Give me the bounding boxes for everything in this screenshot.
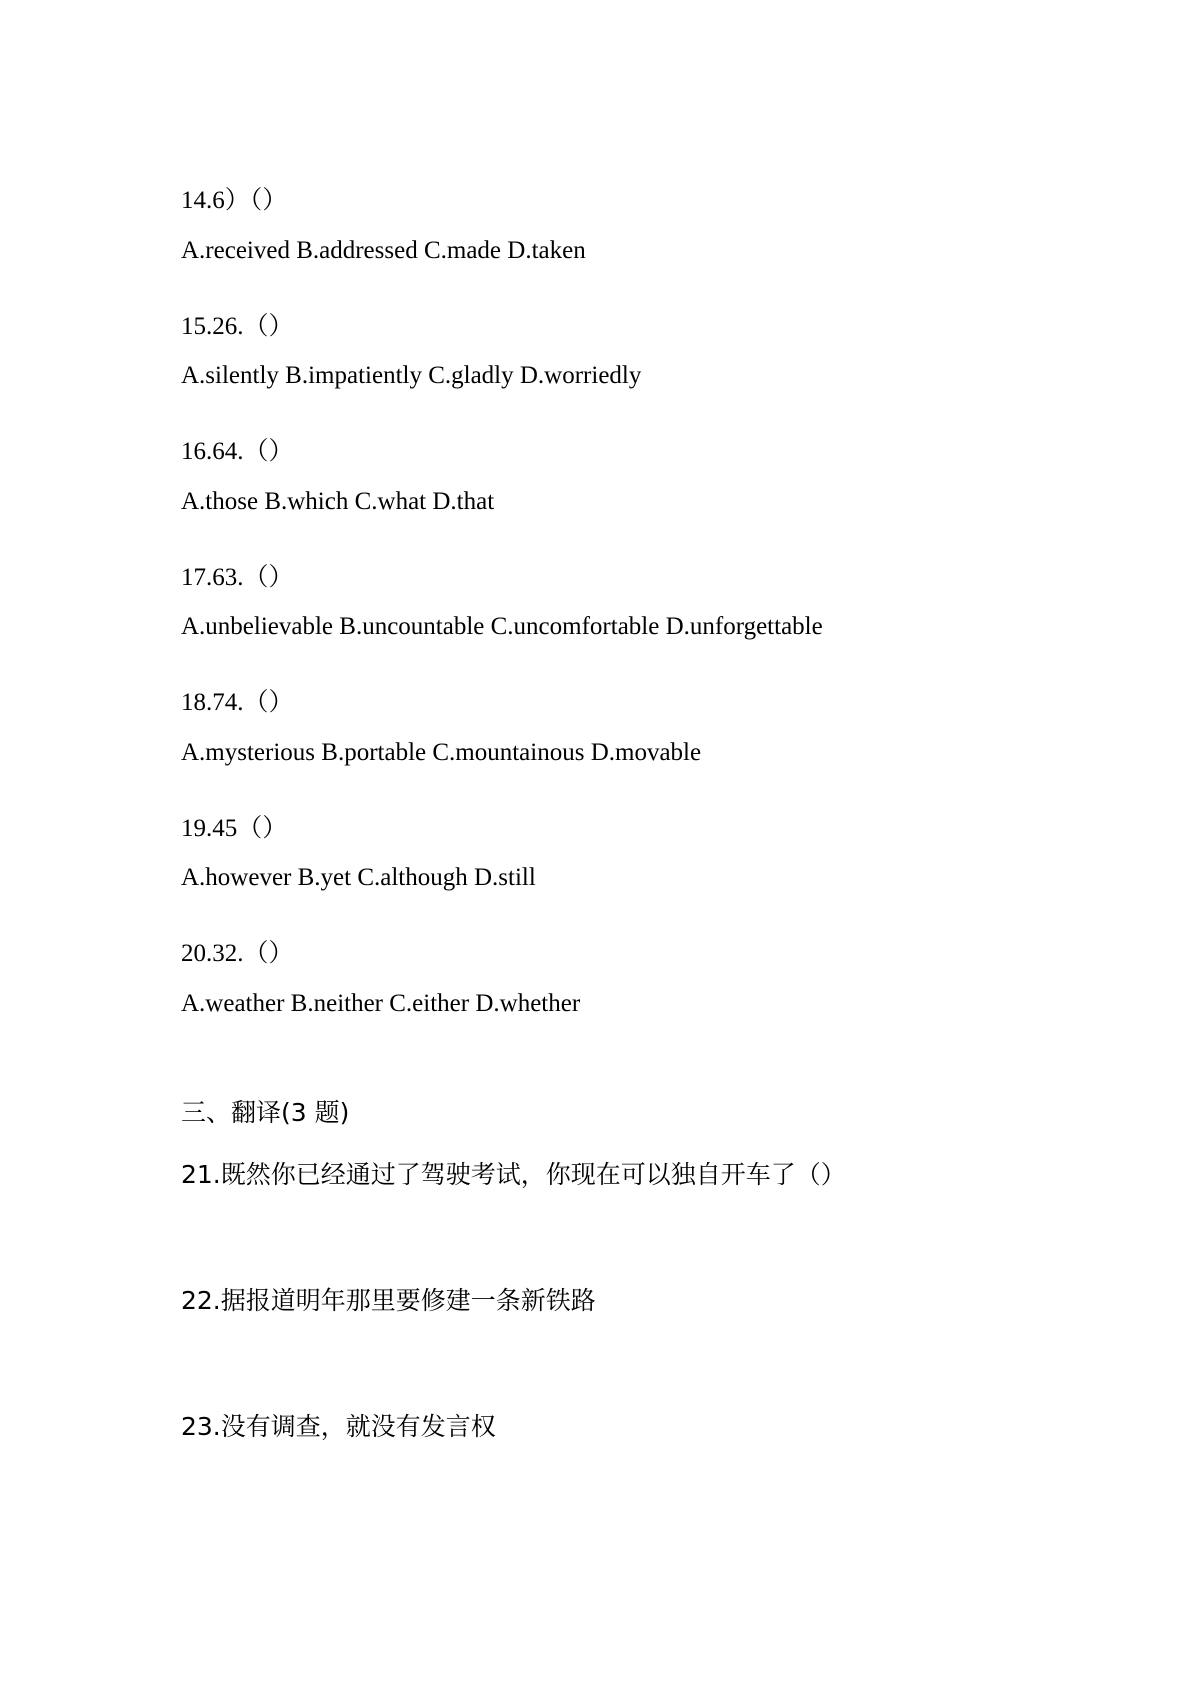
- question-19-number: 19.45（）: [181, 815, 288, 842]
- question-16-number: 16.64.（）: [181, 438, 294, 465]
- translation-21: 21.既然你已经通过了驾驶考试，你现在可以独自开车了（）: [181, 1160, 846, 1189]
- question-19-options: A.however B.yet C.although D.still: [181, 864, 536, 891]
- question-14-number: 14.6）（）: [181, 187, 288, 214]
- question-20-options: A.weather B.neither C.either D.whether: [181, 990, 581, 1017]
- question-17-options: A.unbelievable B.uncountable C.uncomfortable D.unforgettable: [181, 613, 823, 640]
- question-18-number: 18.74.（）: [181, 689, 294, 716]
- question-15-number: 15.26.（）: [181, 313, 294, 340]
- question-15-options: A.silently B.impatiently C.gladly D.worriedly: [181, 362, 642, 389]
- question-18-options: A.mysterious B.portable C.mountainous D.movable: [181, 739, 702, 766]
- translation-22: 22.据报道明年那里要修建一条新铁路: [181, 1286, 596, 1315]
- translation-23: 23.没有调查，就没有发言权: [181, 1412, 496, 1441]
- section-heading: 三、翻译(3 题): [181, 1098, 350, 1127]
- question-20-number: 20.32.（）: [181, 940, 294, 967]
- question-14-options: A.received B.addressed C.made D.taken: [181, 237, 586, 264]
- question-17-number: 17.63.（）: [181, 564, 294, 591]
- question-16-options: A.those B.which C.what D.that: [181, 488, 495, 515]
